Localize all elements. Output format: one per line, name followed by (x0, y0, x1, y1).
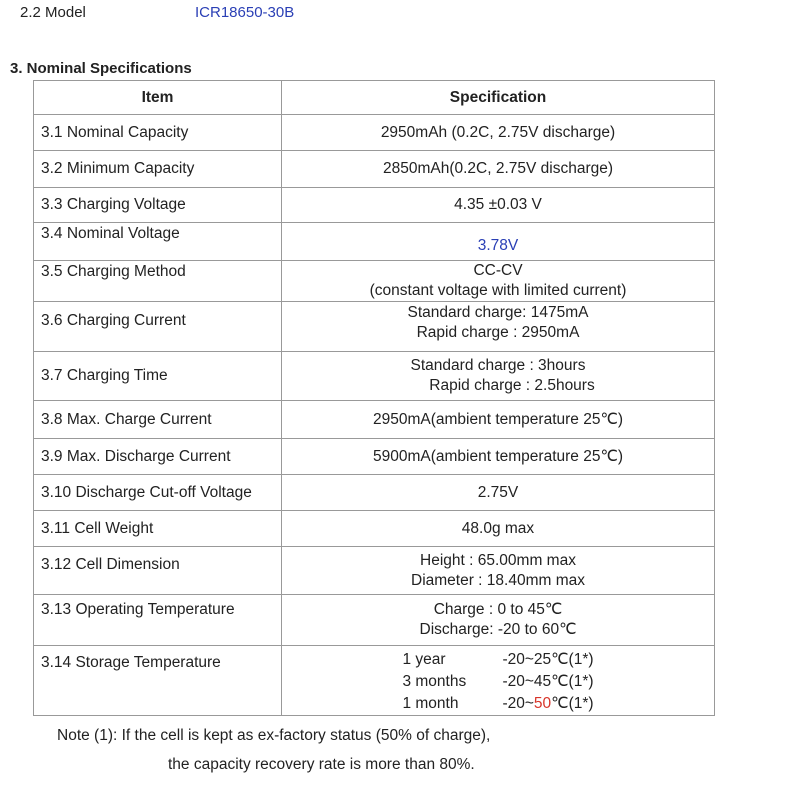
row-spec (282, 646, 715, 716)
row-item: 3.5 Charging Method (34, 261, 282, 302)
table-header-row (34, 81, 715, 115)
row-item: 3.10 Discharge Cut-off Voltage (34, 475, 282, 511)
spec-line: Charge : 0 to 45℃ (433, 601, 563, 618)
storage-range-suffix: ℃ (551, 695, 569, 712)
model-value: ICR18650-30B (195, 4, 295, 21)
header-item: Item (34, 81, 282, 115)
row-spec (282, 261, 715, 302)
row-spec (282, 547, 715, 595)
spec-line: Diameter : 18.40mm max (411, 571, 585, 589)
row-spec: 48.0g max (282, 511, 715, 547)
row-item: 3.8 Max. Charge Current (34, 401, 282, 439)
row-item: 3.2 Minimum Capacity (34, 151, 282, 188)
spec-line: Height : 65.00mm max (420, 551, 576, 569)
table-row (34, 261, 715, 302)
row-spec: 2950mAh (0.2C, 2.75V discharge) (282, 115, 715, 151)
row-spec: 2950mA(ambient temperature 25℃) (282, 401, 715, 439)
row-item: 3.6 Charging Current (34, 302, 282, 352)
spec-line: Standard charge: 1475mA (407, 304, 589, 321)
table-row (34, 302, 715, 352)
header-specification: Specification (282, 81, 715, 115)
row-spec (282, 595, 715, 646)
storage-range-highlight: 50 (533, 695, 552, 712)
model-row (20, 4, 294, 21)
storage-range: -20~45℃ (502, 673, 569, 690)
row-item: 3.13 Operating Temperature (34, 595, 282, 646)
row-spec: 2.75V (282, 475, 715, 511)
table-row (34, 352, 715, 401)
row-spec (282, 302, 715, 352)
row-item: 3.11 Cell Weight (34, 511, 282, 547)
storage-period: 1 month (402, 695, 459, 712)
storage-period: 3 months (402, 673, 467, 690)
table-row (34, 115, 715, 151)
storage-line (402, 693, 593, 715)
row-item: 3.9 Max. Discharge Current (34, 439, 282, 475)
section-title: 3. Nominal Specifications (10, 60, 192, 77)
row-spec (282, 352, 715, 401)
storage-note: (1*) (568, 695, 594, 712)
row-spec: 5900mA(ambient temperature 25℃) (282, 439, 715, 475)
table-row (34, 401, 715, 439)
row-item: 3.3 Charging Voltage (34, 188, 282, 223)
table-row (34, 511, 715, 547)
row-item: 3.1 Nominal Capacity (34, 115, 282, 151)
table-row (34, 646, 715, 716)
table-row (34, 547, 715, 595)
storage-note: (1*) (568, 673, 594, 690)
table-row (34, 151, 715, 188)
footnote-line-1: Note (1): If the cell is kept as ex-factory status (50% of charge), (57, 727, 491, 744)
model-label: 2.2 Model (20, 4, 86, 21)
spec-line: Discharge: -20 to 60℃ (419, 621, 577, 638)
row-spec: 3.78V (282, 223, 715, 261)
table-row (34, 188, 715, 223)
footnote (57, 721, 490, 779)
storage-range: -20~25℃ (502, 651, 569, 668)
storage-line (402, 649, 593, 671)
storage-period: 1 year (402, 651, 446, 668)
row-item: 3.7 Charging Time (34, 352, 282, 401)
table-row (34, 223, 715, 261)
storage-range-prefix: -20~ (502, 695, 534, 712)
storage-line (402, 671, 593, 693)
table-row (34, 475, 715, 511)
spec-line: Rapid charge : 2.5hours (429, 377, 595, 394)
spec-line: Standard charge : 3hours (410, 357, 586, 374)
table-row (34, 439, 715, 475)
row-spec: 2850mAh(0.2C, 2.75V discharge) (282, 151, 715, 188)
row-item: 3.12 Cell Dimension (34, 547, 282, 595)
spec-line: Rapid charge : 2950mA (416, 324, 580, 341)
row-item: 3.4 Nominal Voltage (34, 223, 282, 261)
row-item: 3.14 Storage Temperature (34, 646, 282, 716)
footnote-line-2: the capacity recovery rate is more than 80%. (168, 756, 475, 773)
table-row (34, 595, 715, 646)
spec-line: (constant voltage with limited current) (369, 282, 627, 299)
storage-list (402, 649, 593, 715)
specifications-table (33, 80, 715, 716)
storage-note: (1*) (568, 651, 594, 668)
row-spec: 4.35 ±0.03 V (282, 188, 715, 223)
spec-line: CC-CV (473, 262, 523, 279)
